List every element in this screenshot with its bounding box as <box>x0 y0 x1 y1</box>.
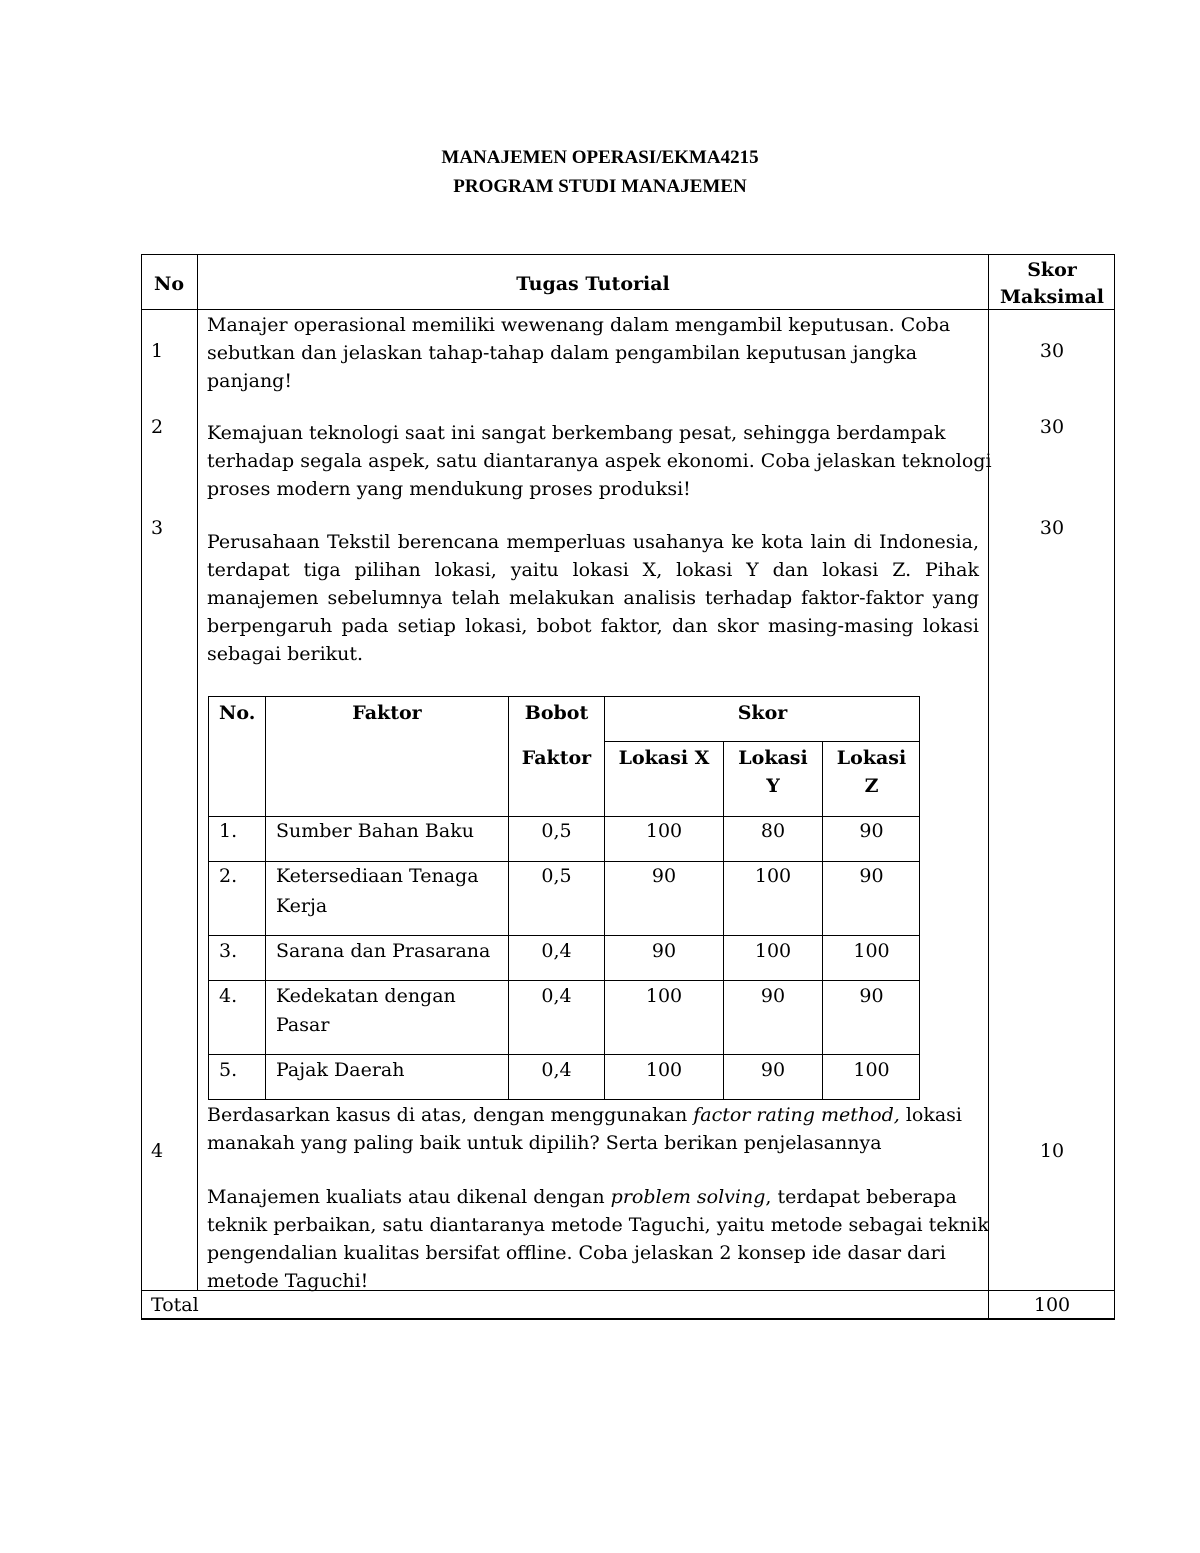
question-line: terhadap segala aspek, satu diantaranya aspek ekonomi. Coba jelaskan teknologi <box>207 450 992 472</box>
factor-cell-faktor: Ketersediaan Tenaga <box>276 865 479 887</box>
factor-cell-x: 100 <box>645 1059 683 1081</box>
question-line: metode Taguchi! <box>207 1270 369 1292</box>
question-line: teknik perbaikan, satu diantaranya metode Taguchi, yaitu metode sebagai teknik <box>207 1214 989 1236</box>
question-line: manakah yang paling baik untuk dipilih? Serta berikan penjelasannya <box>207 1132 882 1154</box>
factor-row-rule <box>208 935 920 936</box>
question-3-followup <box>207 1101 962 1157</box>
followup-text-a: Berdasarkan kasus di atas, dengan menggunakan <box>207 1104 694 1126</box>
question-2-text <box>207 419 992 503</box>
factor-cell-y: 90 <box>760 985 786 1007</box>
q4-text-a: Manajemen kualiats atau dikenal dengan <box>207 1186 611 1208</box>
factor-cell-faktor-2: Pasar <box>276 1014 330 1036</box>
course-title: MANAJEMEN OPERASI/EKMA4215 <box>441 147 759 168</box>
factor-cell-bobot: 0,5 <box>541 820 572 842</box>
factor-cell-y: 90 <box>760 1059 786 1081</box>
total-value: 100 <box>1033 1294 1071 1316</box>
col-header-score-2: Maksimal <box>999 286 1105 308</box>
row-score: 30 <box>1039 517 1065 539</box>
header-rule <box>141 309 1115 310</box>
question-line: sebagai berikut. <box>207 643 364 665</box>
total-label: Total <box>151 1294 199 1316</box>
factor-row-rule <box>604 741 920 742</box>
question-line: pengendalian kualitas bersifat offline. Coba jelaskan 2 konsep ide dasar dari <box>207 1242 946 1264</box>
factor-cell-x: 100 <box>645 985 683 1007</box>
question-3-text <box>207 528 979 668</box>
row-number: 4 <box>151 1140 164 1162</box>
row-score: 30 <box>1039 340 1065 362</box>
factor-cell-faktor: Pajak Daerah <box>276 1059 405 1081</box>
q4-text-b: , terdapat beberapa <box>765 1186 957 1208</box>
factor-cell-no: 1. <box>219 820 238 842</box>
factor-header-bobot: Bobot <box>524 702 589 724</box>
factor-cell-x: 100 <box>645 820 683 842</box>
factor-cell-y: 80 <box>760 820 786 842</box>
factor-cell-z: 100 <box>853 940 890 962</box>
row-score: 30 <box>1039 416 1065 438</box>
factor-cell-no: 2. <box>219 865 238 887</box>
factor-cell-faktor: Sumber Bahan Baku <box>276 820 474 842</box>
factor-cell-x: 90 <box>651 940 677 962</box>
factor-cell-bobot: 0,4 <box>541 940 572 962</box>
factor-header-faktor: Faktor <box>352 702 422 724</box>
question-line: Kemajuan teknologi saat ini sangat berkembang pesat, sehingga berdampak <box>207 422 946 444</box>
question-line: Manajer operasional memiliki wewenang dalam mengambil keputusan. Coba <box>207 314 951 336</box>
question-line <box>207 1183 989 1211</box>
followup-method: factor rating method, <box>693 1104 900 1126</box>
factor-header-no: No. <box>219 702 256 724</box>
factor-cell-z: 90 <box>859 985 884 1007</box>
factor-header-skor: Skor <box>737 702 788 724</box>
factor-row-rule <box>208 1054 920 1055</box>
col-header-no: No <box>153 273 185 295</box>
question-4-text <box>207 1183 989 1295</box>
factor-cell-faktor-2: Kerja <box>276 895 328 917</box>
factor-cell-z: 90 <box>859 820 884 842</box>
factor-header-lokasi-y-2: Y <box>766 775 780 797</box>
question-line: Perusahaan Tekstil berencana memperluas usahanya ke kota lain di Indonesia, <box>207 531 979 553</box>
factor-cell-bobot: 0,5 <box>541 865 572 887</box>
factor-cell-y: 100 <box>754 865 792 887</box>
row-number: 2 <box>151 416 164 438</box>
factor-header-bobot-2: Faktor <box>521 747 592 769</box>
factor-cell-y: 100 <box>754 940 792 962</box>
row-score: 10 <box>1039 1140 1065 1162</box>
factor-cell-bobot: 0,4 <box>541 1059 572 1081</box>
question-line: sebutkan dan jelaskan tahap-tahap dalam pengambilan keputusan jangka <box>207 342 918 364</box>
factor-header-lokasi-z-2: Z <box>864 775 879 797</box>
factor-header-lokasi-x: Lokasi X <box>618 747 710 769</box>
question-line: panjang! <box>207 370 292 392</box>
factor-cell-bobot: 0,4 <box>541 985 572 1007</box>
factor-col-divider <box>265 696 266 1100</box>
factor-cell-faktor: Sarana dan Prasarana <box>276 940 491 962</box>
factor-cell-no: 5. <box>219 1059 238 1081</box>
factor-cell-no: 3. <box>219 940 238 962</box>
question-line: manajemen sebelumnya telah melakukan analisis terhadap faktor-faktor yang <box>207 587 979 609</box>
factor-row-rule <box>208 1099 920 1100</box>
row-number: 1 <box>151 340 164 362</box>
factor-cell-no: 4. <box>219 985 238 1007</box>
document-header <box>0 143 1200 201</box>
question-line <box>207 1101 962 1129</box>
row-number: 3 <box>151 517 164 539</box>
followup-text-b: lokasi <box>899 1104 963 1126</box>
question-line: berpengaruh pada setiap lokasi, bobot faktor, dan skor masing-masing lokasi <box>207 615 979 637</box>
program-title: PROGRAM STUDI MANAJEMEN <box>453 176 747 197</box>
question-line: terdapat tiga pilihan lokasi, yaitu lokasi X, lokasi Y dan lokasi Z. Pihak <box>207 559 979 581</box>
col-divider <box>197 254 198 1290</box>
col-header-score-1: Skor <box>1027 259 1077 281</box>
question-line: proses modern yang mendukung proses produksi! <box>207 478 691 500</box>
factor-header-lokasi-z: Lokasi <box>836 747 907 769</box>
col-header-task: Tugas Tutorial <box>516 273 670 295</box>
factor-header-lokasi-y: Lokasi <box>738 747 808 769</box>
factor-cell-z: 90 <box>859 865 884 887</box>
factor-row-rule <box>208 980 920 981</box>
question-1-text <box>207 311 950 395</box>
factor-cell-x: 90 <box>651 865 677 887</box>
factor-cell-faktor: Kedekatan dengan <box>276 985 456 1007</box>
factor-cell-z: 100 <box>853 1059 890 1081</box>
q4-problem-solving: problem solving <box>610 1186 766 1208</box>
